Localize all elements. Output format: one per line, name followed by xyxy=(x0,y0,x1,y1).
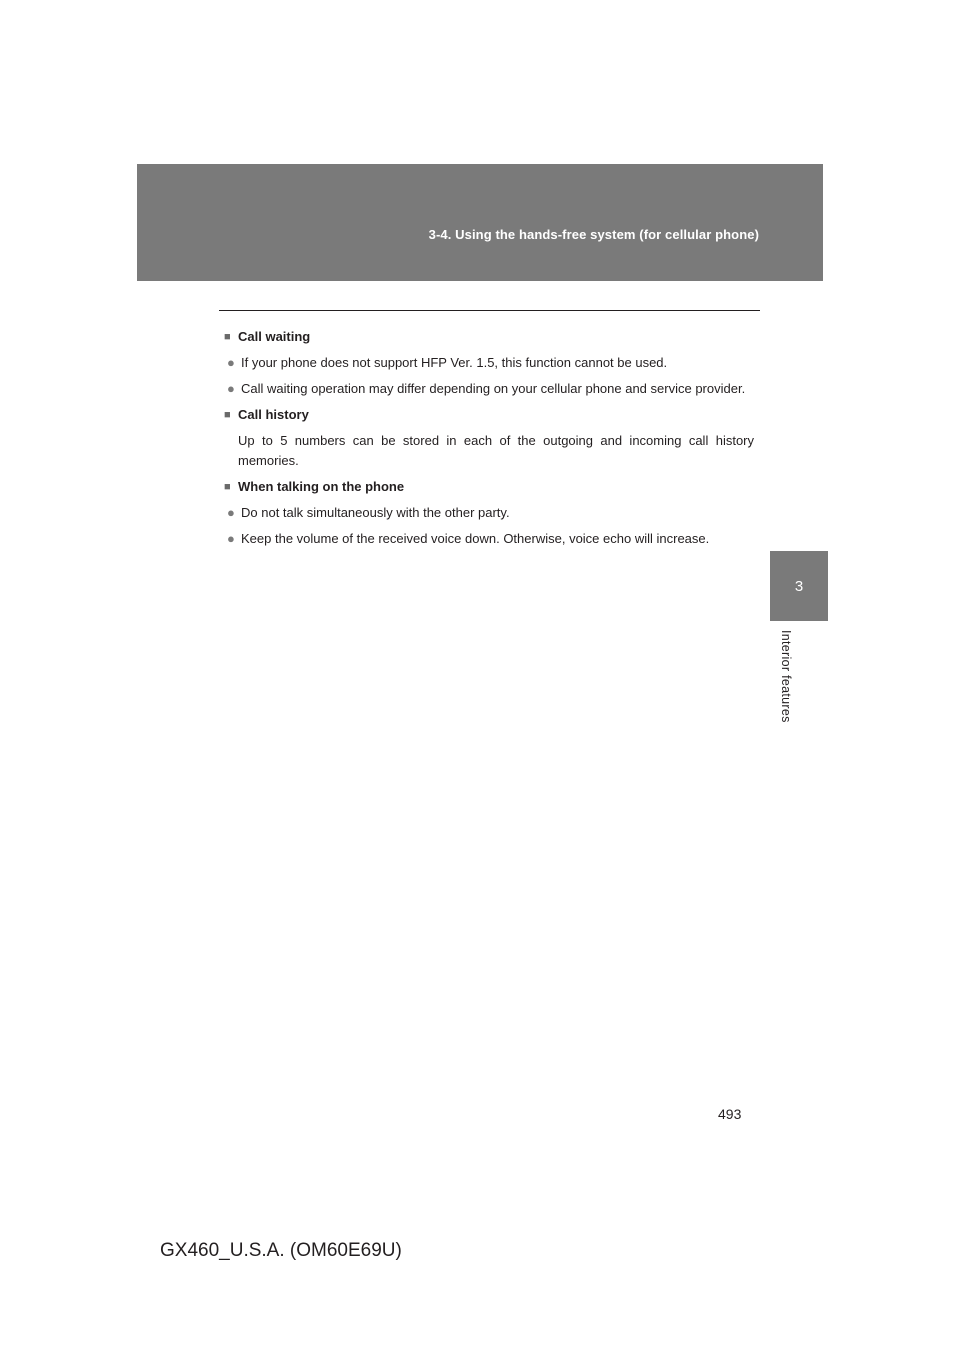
square-bullet-icon: ■ xyxy=(224,331,231,343)
chapter-tab xyxy=(770,551,828,621)
chapter-label: Interior features xyxy=(779,630,793,723)
section-call-history xyxy=(224,405,754,471)
circle-bullet-icon: ● xyxy=(227,355,235,370)
header-band xyxy=(137,164,823,281)
list-item-text: Call waiting operation may differ depending on your cellular phone and service provider. xyxy=(241,381,746,396)
section-paragraph: Up to 5 numbers can be stored in each of the outgoing and incoming call history memories. xyxy=(238,433,754,468)
section-heading xyxy=(224,405,754,425)
list-item-text: Do not talk simultaneously with the other party. xyxy=(241,505,510,520)
section-rule xyxy=(219,310,760,311)
heading-text: Call waiting xyxy=(238,329,311,344)
page-number: 493 xyxy=(718,1106,742,1122)
circle-bullet-icon: ● xyxy=(227,381,235,396)
section-talking xyxy=(224,477,754,549)
chapter-number: 3 xyxy=(794,577,804,595)
circle-bullet-icon: ● xyxy=(227,505,235,520)
section-call-waiting xyxy=(224,327,754,399)
list-item xyxy=(227,379,754,399)
circle-bullet-icon: ● xyxy=(227,531,235,546)
list-item xyxy=(227,353,754,373)
list-item-text: Keep the volume of the received voice down. Otherwise, voice echo will increase. xyxy=(241,531,710,546)
section-heading xyxy=(224,327,754,347)
list-item xyxy=(227,529,754,549)
content xyxy=(224,327,754,555)
heading-text: Call history xyxy=(238,407,309,422)
section-title: 3-4. Using the hands-free system (for cellular phone) xyxy=(428,227,759,242)
heading-text: When talking on the phone xyxy=(238,479,405,494)
document-code: GX460_U.S.A. (OM60E69U) xyxy=(160,1240,402,1261)
list-item xyxy=(227,503,754,523)
square-bullet-icon: ■ xyxy=(224,481,231,493)
section-heading xyxy=(224,477,754,497)
square-bullet-icon: ■ xyxy=(224,409,231,421)
list-item-text: If your phone does not support HFP Ver. 1.5, this function cannot be used. xyxy=(241,355,668,370)
